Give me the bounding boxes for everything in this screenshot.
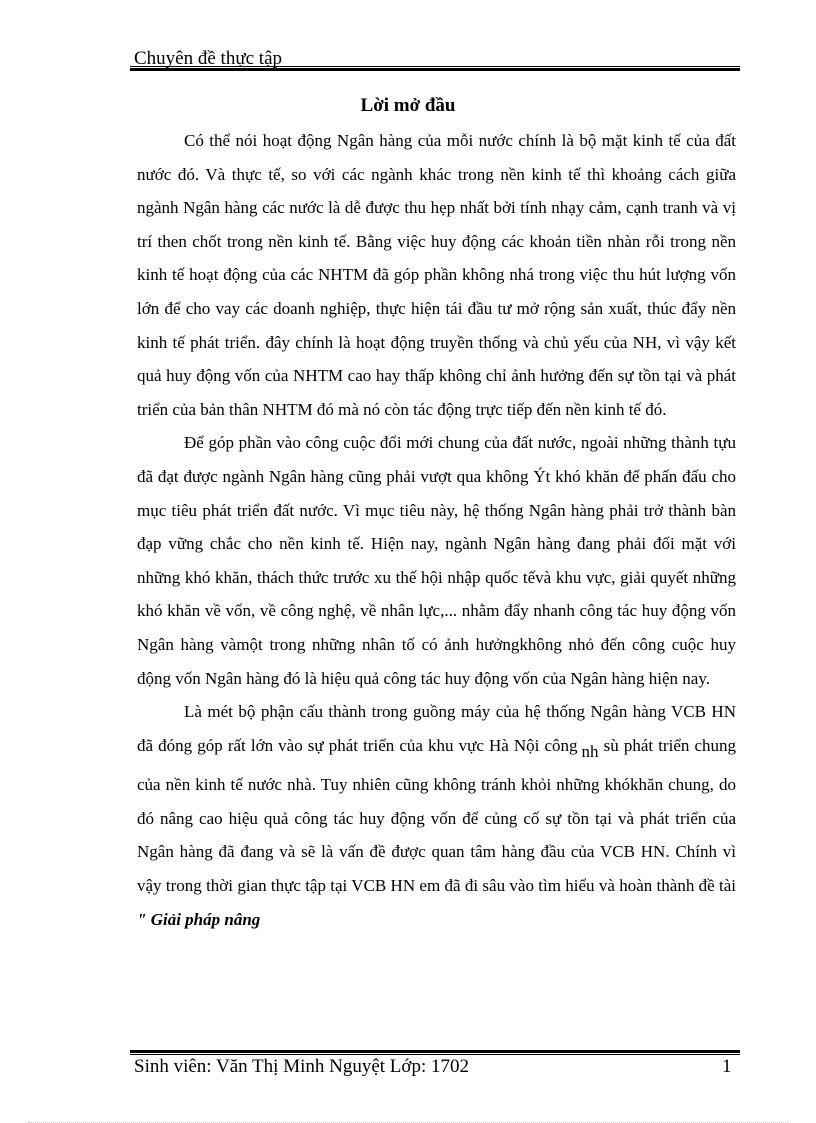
paragraph-1: Có thể nói hoạt động Ngân hàng của mỗi nước chính là bộ mặt kinh tế của đất nước đó. Và thực tế, so với các ngành khác trong nền kinh tế thì khoảng cách giữa ngành Ngân hàng các nước là dễ được thu hẹp nhất bởi tính nhạy cảm, cạnh tranh và vị trí then chốt trong nền kinh tế. Bằng việc huy động các khoản tiền nhàn rỗi trong nền kinh tế hoạt động của các NHTM đã góp phần không nhá trong việc thu hút lượng vốn lớn để cho vay các doanh nghiệp, thực hiện tái đầu tư mở rộng sản xuất, thúc đẩy nền kinh tế phát triển. đây chính là hoạt động truyền thống và chủ yếu của NH, vì vậy kết quả huy động vốn của NHTM cao hay thấp không chỉ ảnh hưởng đến sự tồn tại và phát triển của bản thân NHTM đó mà nó còn tác động trực tiếp đến nền kinh tế đó.: [137, 131, 736, 419]
header-rule-thick: [130, 68, 740, 71]
paragraph-3-fragment: nh: [581, 741, 599, 761]
document-body: [137, 124, 736, 936]
paragraph-2: Để góp phần vào công cuộc đổi mới chung của đất nước, ngoài những thành tựu đã đạt được ngành Ngân hàng cũng phải vượt qua không Ýt khó khăn để phấn đấu cho mục tiêu phát triển đất nước. Vì mục tiêu này, hệ thống Ngân hàng phải trở thành bàn đạp vững chắc cho nền kinh tế. Hiện nay, ngành Ngân hàng đang phải đối mặt với những khó khăn, thách thức trước xu thế hội nhập quốc tếvà khu vực, giải quyết những khó khăn về vốn, về công nghệ, về nhân lực,... nhằm đẩy nhanh công tác huy động vốn Ngân hàng vàmột trong những nhân tố có ảnh hưởngkhông nhỏ đến công cuộc huy động vốn Ngân hàng đó là hiệu quả công tác huy động vốn của Ngân hàng hiện nay.: [137, 433, 736, 688]
paragraph-3-part-1: Là mét bộ phận cấu thành trong guồng máy của hệ thống Ngân hàng VCB HN đã đóng góp rất lớn vào sự phát triển của khu vực Hà Nội công: [137, 702, 736, 755]
page-header-title: Chuyên đề thực tập: [134, 48, 283, 69]
footer-rule-thin: [130, 1054, 740, 1055]
footer-student-info: Sinh viên: Văn Thị Minh Nguyệt Lớp: 1702: [134, 1056, 469, 1077]
paragraph-3-part-2: sù phát triển chung của nền kinh tế nước nhà. Tuy nhiên cũng không tránh khỏi những khókhăn chung, do đó nâng cao hiệu quả công tác huy động vốn để củng cố sự tồn tại và phát triển của Ngân hàng đã đang và sẽ là vấn đề được quan tâm hàng đầu của VCB HN. Chính vì vậy trong thời gian thực tập tại VCB HN em đã đi sâu vào tìm hiểu và hoàn thành đề tài: [137, 735, 737, 896]
paragraph-3: [137, 695, 736, 936]
page-number: 1: [722, 1056, 732, 1077]
header-rule-thin: [130, 66, 740, 67]
footer-rule-thick: [130, 1050, 740, 1053]
thesis-title-emphasis: " Giải pháp nâng: [137, 909, 261, 929]
document-heading: Lời mở đầu: [360, 95, 456, 116]
